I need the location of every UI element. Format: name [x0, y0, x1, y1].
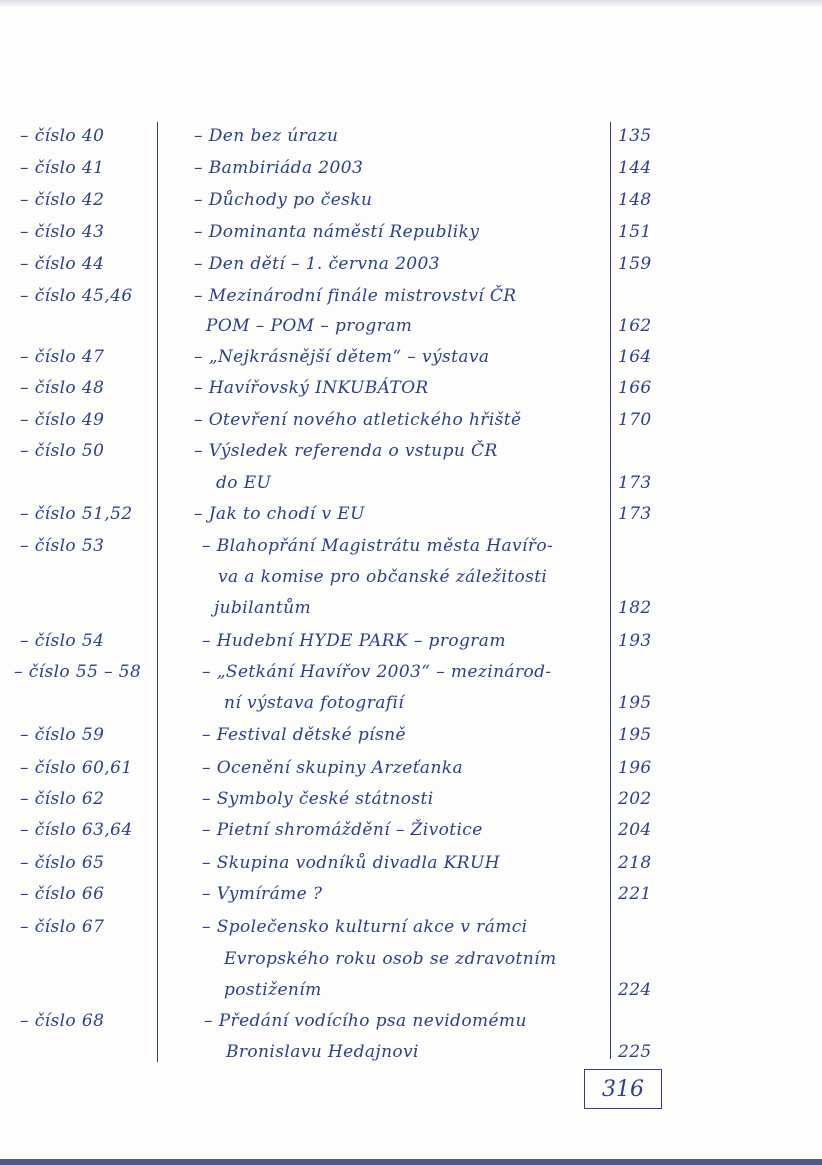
issue-number: – číslo 43 [20, 222, 105, 242]
page-number: 182 [618, 598, 652, 618]
page-number: 144 [618, 158, 652, 178]
article-title: postižením [224, 980, 322, 1000]
page-number: 159 [618, 254, 652, 274]
article-title: – Předání vodícího psa nevidomému [204, 1011, 527, 1031]
article-title: – Otevření nového atletického hřiště [194, 410, 522, 430]
article-title: – Jak to chodí v EU [194, 504, 365, 524]
page-number: 195 [618, 725, 652, 745]
article-title: jubilantům [214, 598, 311, 618]
article-title: – Mezinárodní finále mistrovství ČR [194, 286, 517, 306]
page-number: 202 [618, 789, 652, 809]
column-rule-left [157, 122, 158, 1062]
page-number: 135 [618, 126, 652, 146]
issue-number: – číslo 45,46 [20, 286, 133, 306]
page-number: 148 [618, 190, 652, 210]
page-number: 151 [618, 222, 652, 242]
page-number: 195 [618, 693, 652, 713]
article-title: – Symboly české státnosti [202, 789, 434, 809]
article-title: POM – POM – program [206, 316, 413, 336]
scan-edge-bottom [0, 1159, 822, 1165]
issue-number: – číslo 49 [20, 410, 105, 430]
page-number: 204 [618, 820, 652, 840]
issue-number: – číslo 50 [20, 441, 105, 461]
article-title: ní výstava fotografií [224, 693, 405, 713]
issue-number: – číslo 40 [20, 126, 105, 146]
article-title: do EU [216, 473, 272, 493]
article-title: – Vymíráme ? [202, 884, 323, 904]
article-title: – Den dětí – 1. června 2003 [194, 254, 440, 274]
article-title: – Den bez úrazu [194, 126, 339, 146]
article-title: – Dominanta náměstí Republiky [194, 222, 480, 242]
article-title: va a komise pro občanské záležitosti [218, 567, 548, 587]
issue-number: – číslo 47 [20, 347, 105, 367]
issue-number: – číslo 53 [20, 536, 105, 556]
page-number: 173 [618, 504, 652, 524]
article-title: – „Setkání Havířov 2003“ – mezinárod- [202, 662, 552, 682]
issue-number: – číslo 60,61 [20, 758, 133, 778]
article-title: – „Nejkrásnější dětem“ – výstava [194, 347, 490, 367]
issue-number: – číslo 44 [20, 254, 105, 274]
issue-number: – číslo 63,64 [20, 820, 133, 840]
article-title: – Ocenění skupiny Arzeťanka [202, 758, 464, 778]
page-number: 170 [618, 410, 652, 430]
page-number: 221 [618, 884, 652, 904]
article-title: – Důchody po česku [194, 190, 373, 210]
article-title: Bronislavu Hedajnovi [226, 1042, 419, 1062]
issue-number: – číslo 67 [20, 917, 105, 937]
article-title: – Společensko kulturní akce v rámci [202, 917, 528, 937]
issue-number: – číslo 59 [20, 725, 105, 745]
article-title: – Hudební HYDE PARK – program [202, 631, 506, 651]
issue-number: – číslo 66 [20, 884, 105, 904]
article-title: – Bambiriáda 2003 [194, 158, 364, 178]
issue-number: – číslo 54 [20, 631, 105, 651]
article-title: – Pietní shromáždění – Životice [202, 820, 483, 840]
issue-number: – číslo 42 [20, 190, 105, 210]
page-number: 225 [618, 1042, 652, 1062]
column-rule-right [610, 122, 611, 1059]
issue-number: – číslo 62 [20, 789, 105, 809]
page-number: 162 [618, 316, 652, 336]
issue-number: – číslo 65 [20, 853, 105, 873]
page-number: 224 [618, 980, 652, 1000]
article-title: – Blahopřání Magistrátu města Havířo- [202, 536, 554, 556]
issue-number: – číslo 41 [20, 158, 105, 178]
scan-edge-top [0, 0, 822, 8]
sheet-number-stamp: 316 [584, 1069, 662, 1109]
page-number: 173 [618, 473, 652, 493]
article-title: – Festival dětské písně [202, 725, 406, 745]
page-number: 164 [618, 347, 652, 367]
article-title: – Výsledek referenda o vstupu ČR [194, 441, 498, 461]
page-number: 193 [618, 631, 652, 651]
article-title: – Havířovský INKUBÁTOR [194, 378, 429, 398]
page-number: 218 [618, 853, 652, 873]
issue-number: – číslo 68 [20, 1011, 105, 1031]
issue-number: – číslo 51,52 [20, 504, 133, 524]
issue-number: – číslo 48 [20, 378, 105, 398]
issue-number: – číslo 55 – 58 [14, 662, 142, 682]
page-number: 166 [618, 378, 652, 398]
page-number: 196 [618, 758, 652, 778]
article-title: – Skupina vodníků divadla KRUH [202, 853, 500, 873]
article-title: Evropského roku osob se zdravotním [224, 949, 557, 969]
